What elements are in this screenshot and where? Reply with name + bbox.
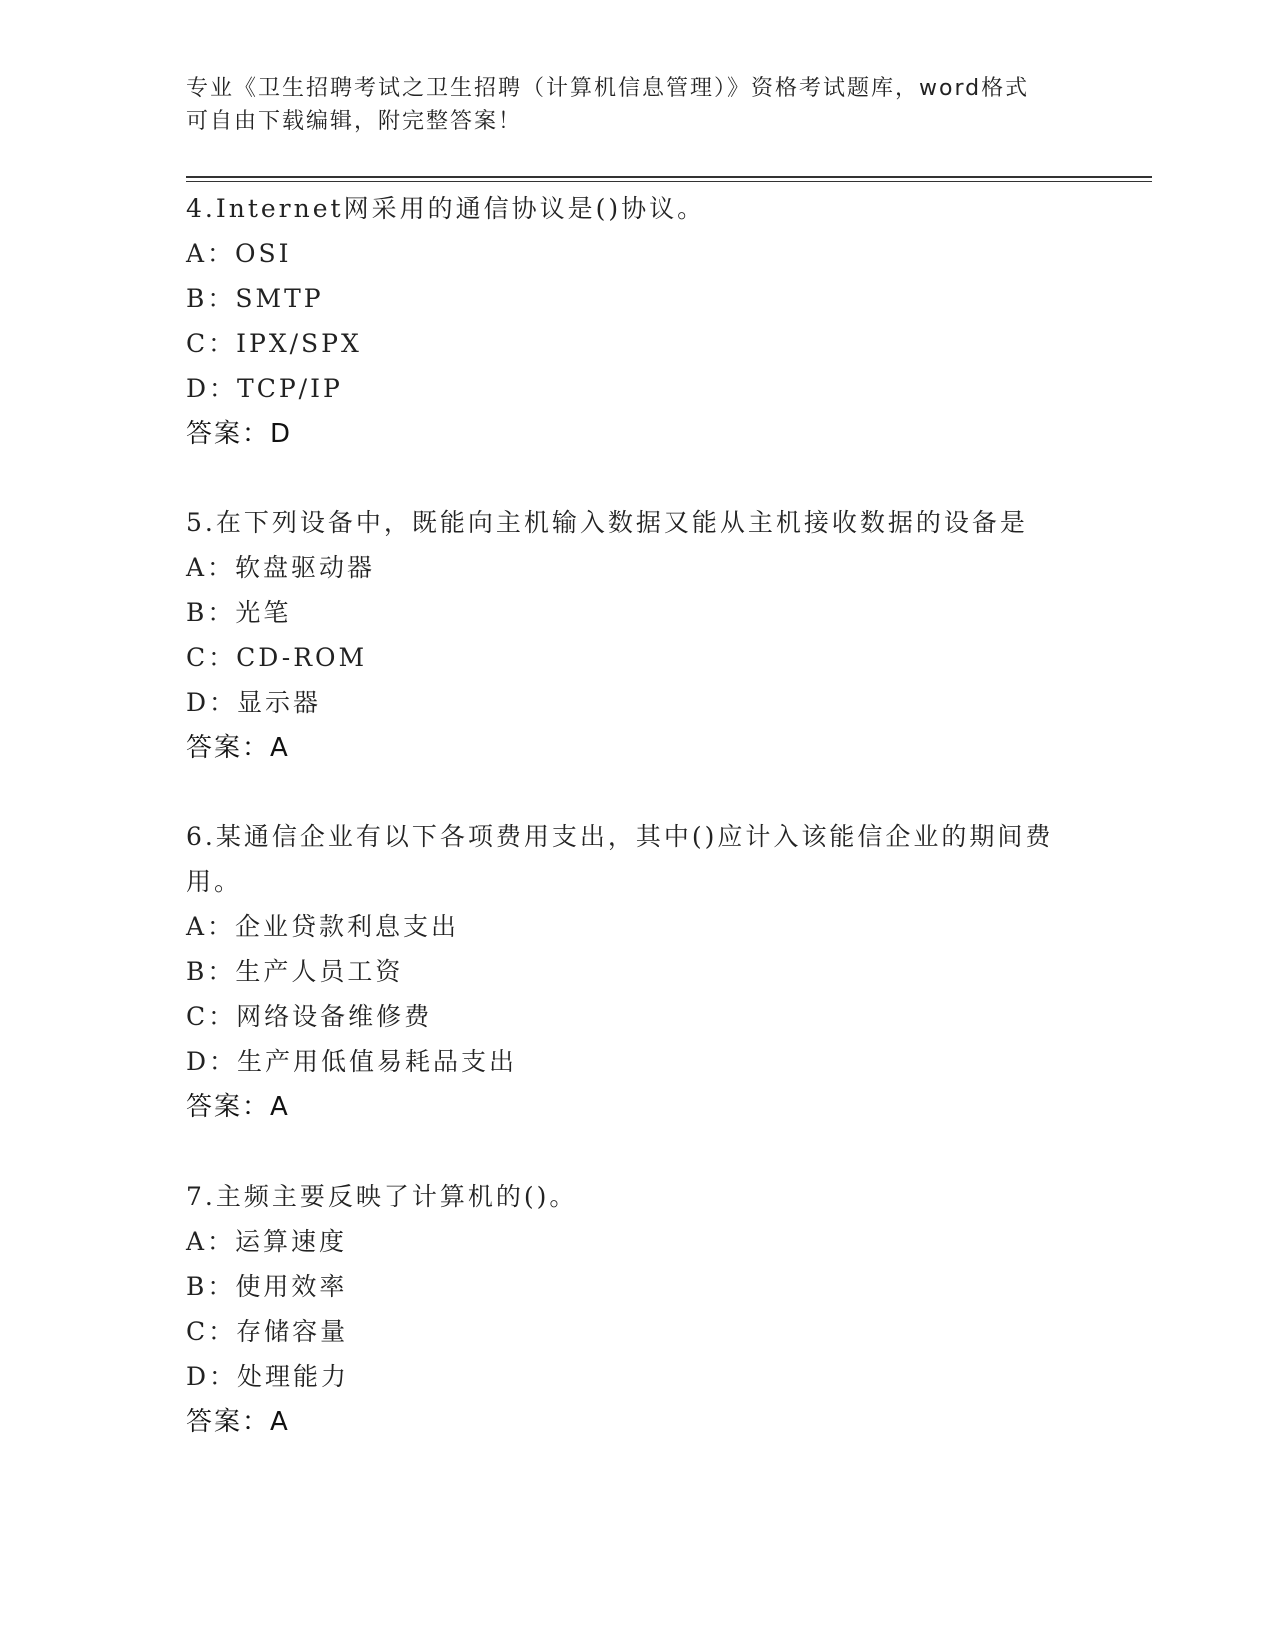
- question-block: [186, 814, 1086, 1130]
- option-b: B：生产人员工资: [186, 957, 404, 986]
- answer: 答案：A: [186, 733, 290, 763]
- option-b: B：光笔: [186, 598, 292, 627]
- answer: 答案：D: [186, 419, 293, 449]
- header-line-2: 可自由下载编辑，附完整答案！: [186, 109, 523, 134]
- option-c: C：CD-ROM: [186, 643, 368, 672]
- question-stem: 5.在下列设备中，既能向主机输入数据又能从主机接收数据的设备是: [186, 508, 1028, 537]
- question-block: [186, 186, 1086, 457]
- header-line-1: 专业《卫生招聘考试之卫生招聘（计算机信息管理）》资格考试题库，word格式: [186, 76, 1030, 101]
- option-c: C：存储容量: [186, 1317, 349, 1346]
- answer: 答案：A: [186, 1407, 290, 1437]
- document-header: [186, 72, 1066, 138]
- answer: 答案：A: [186, 1092, 290, 1122]
- question-stem: 4.Internet网采用的通信协议是()协议。: [186, 194, 706, 223]
- option-a: A：OSI: [186, 239, 292, 268]
- question-stem: 6.某通信企业有以下各项费用支出，其中()应计入该能信企业的期间费用。: [186, 822, 1054, 896]
- option-b: B：SMTP: [186, 284, 324, 313]
- header-divider-thick: [186, 176, 1152, 178]
- option-a: A：企业贷款利息支出: [186, 912, 460, 941]
- question-block: [186, 500, 1086, 771]
- option-b: B：使用效率: [186, 1272, 348, 1301]
- option-d: D：TCP/IP: [186, 374, 343, 403]
- question-stem: 7.主频主要反映了计算机的()。: [186, 1182, 578, 1211]
- option-d: D：处理能力: [186, 1362, 350, 1391]
- option-a: A：运算速度: [186, 1227, 348, 1256]
- header-divider-thin: [186, 181, 1152, 182]
- option-a: A：软盘驱动器: [186, 553, 376, 582]
- option-d: D：显示器: [186, 688, 322, 717]
- option-d: D：生产用低值易耗品支出: [186, 1047, 518, 1076]
- option-c: C：IPX/SPX: [186, 329, 362, 358]
- option-c: C：网络设备维修费: [186, 1002, 433, 1031]
- question-block: [186, 1174, 1086, 1445]
